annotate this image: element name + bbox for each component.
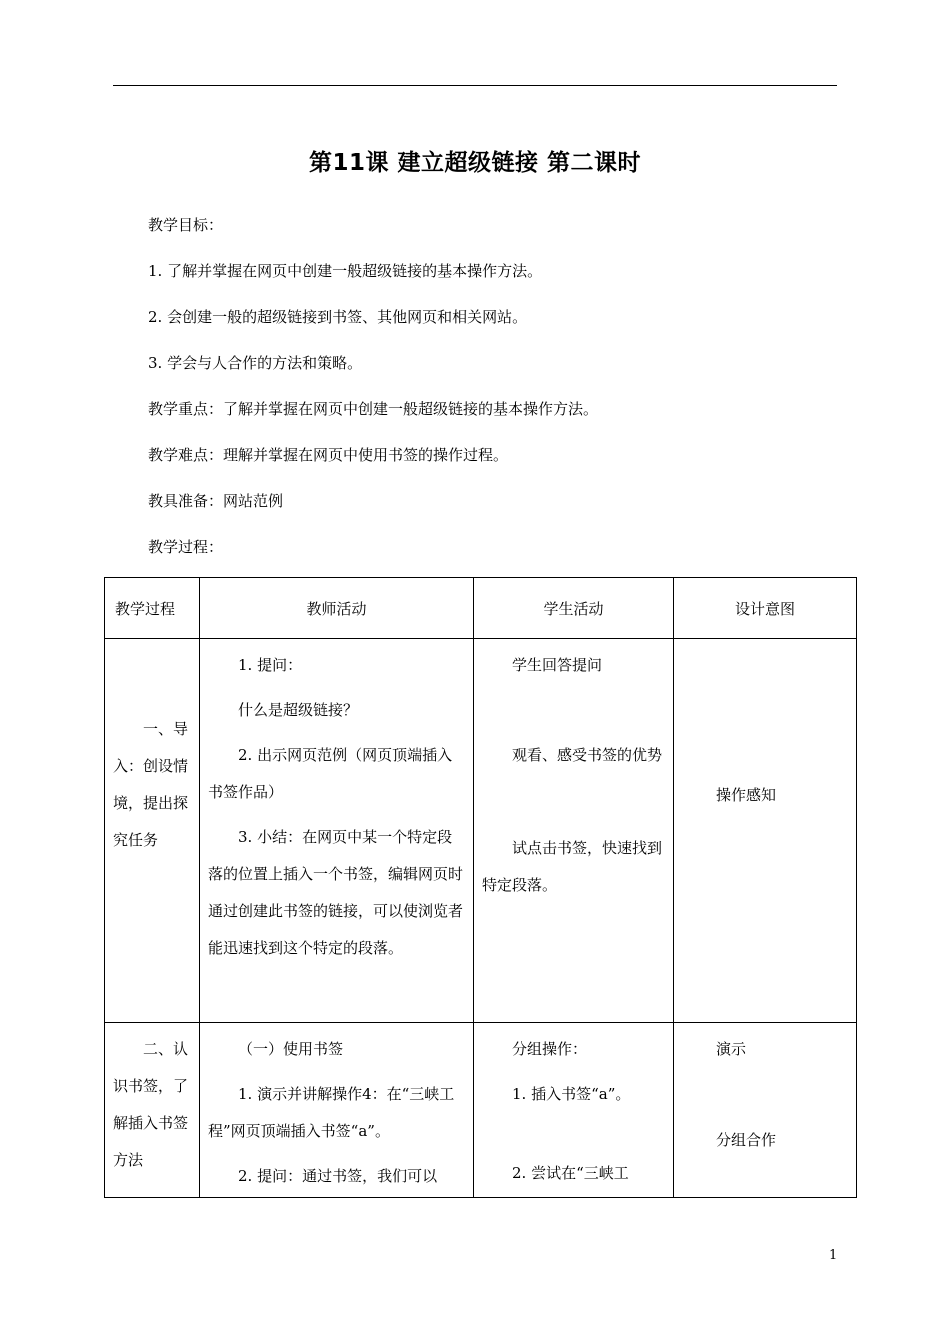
design-line: 操作感知 bbox=[716, 786, 777, 804]
goal-item-3: 3. 学会与人合作的方法和策略。 bbox=[148, 354, 363, 372]
student-line: 试点击书签，快速找到特定段落。 bbox=[482, 839, 663, 894]
student-line: 观看、感受书签的优势 bbox=[512, 746, 663, 764]
header-stage: 教学过程 bbox=[105, 578, 200, 639]
teacher-line: 2. 提问：通过书签，我们可以 bbox=[238, 1167, 438, 1185]
student-line: 2. 尝试在“三峡工 bbox=[512, 1164, 629, 1182]
stage-cell bbox=[105, 639, 200, 1023]
difficulty: 教学难点：理解并掌握在网页中使用书签的操作过程。 bbox=[148, 446, 509, 464]
design-cell bbox=[674, 1023, 857, 1198]
materials: 教具准备：网站范例 bbox=[148, 492, 284, 510]
header-rule bbox=[113, 85, 837, 86]
header-design: 设计意图 bbox=[674, 578, 857, 639]
page-title: 第11课 建立超级链接 第二课时 bbox=[308, 150, 642, 176]
process-label: 教学过程： bbox=[148, 538, 224, 556]
design-line: 演示 bbox=[716, 1040, 747, 1058]
goals-label: 教学目标： bbox=[148, 216, 224, 234]
page-number: 1 bbox=[829, 1248, 838, 1263]
teacher-line: 3. 小结：在网页中某一个特定段落的位置上插入一个书签，编辑网页时通过创建此书签的链接，可以使浏览者能迅速找到这个特定的段落。 bbox=[208, 828, 464, 957]
table-row bbox=[105, 639, 857, 1023]
teacher-line: （一）使用书签 bbox=[238, 1040, 344, 1058]
lesson-table bbox=[104, 577, 857, 1198]
stage-cell bbox=[105, 1023, 200, 1198]
table-row bbox=[105, 1023, 857, 1198]
student-line: 1. 插入书签“a”。 bbox=[512, 1085, 631, 1103]
student-line: 分组操作： bbox=[512, 1040, 588, 1058]
goal-item-1: 1. 了解并掌握在网页中创建一般超级链接的基本操作方法。 bbox=[148, 262, 543, 280]
student-cell bbox=[474, 1023, 674, 1198]
student-line: 学生回答提问 bbox=[512, 656, 603, 674]
goal-item-2: 2. 会创建一般的超级链接到书签、其他网页和相关网站。 bbox=[148, 308, 528, 326]
teacher-line: 1. 演示并讲解操作4：在“三峡工程”网页顶端插入书签“a”。 bbox=[208, 1085, 455, 1140]
teacher-line: 1. 提问： bbox=[238, 656, 303, 674]
teacher-line: 2. 出示网页范例（网页顶端插入书签作品） bbox=[208, 746, 453, 801]
key-point: 教学重点：了解并掌握在网页中创建一般超级链接的基本操作方法。 bbox=[148, 400, 599, 418]
teacher-cell bbox=[200, 1023, 474, 1198]
student-cell bbox=[474, 639, 674, 1023]
teacher-line: 什么是超级链接？ bbox=[238, 701, 359, 719]
stage-text: 二、认识书签，了解插入书签方法 bbox=[113, 1040, 189, 1169]
stage-text: 一、导入：创设情境，提出探究任务 bbox=[113, 720, 189, 849]
teacher-cell bbox=[200, 639, 474, 1023]
header-student: 学生活动 bbox=[474, 578, 674, 639]
design-cell bbox=[674, 639, 857, 1023]
table-header-row bbox=[105, 578, 857, 639]
header-teacher: 教师活动 bbox=[200, 578, 474, 639]
design-line: 分组合作 bbox=[716, 1131, 777, 1149]
